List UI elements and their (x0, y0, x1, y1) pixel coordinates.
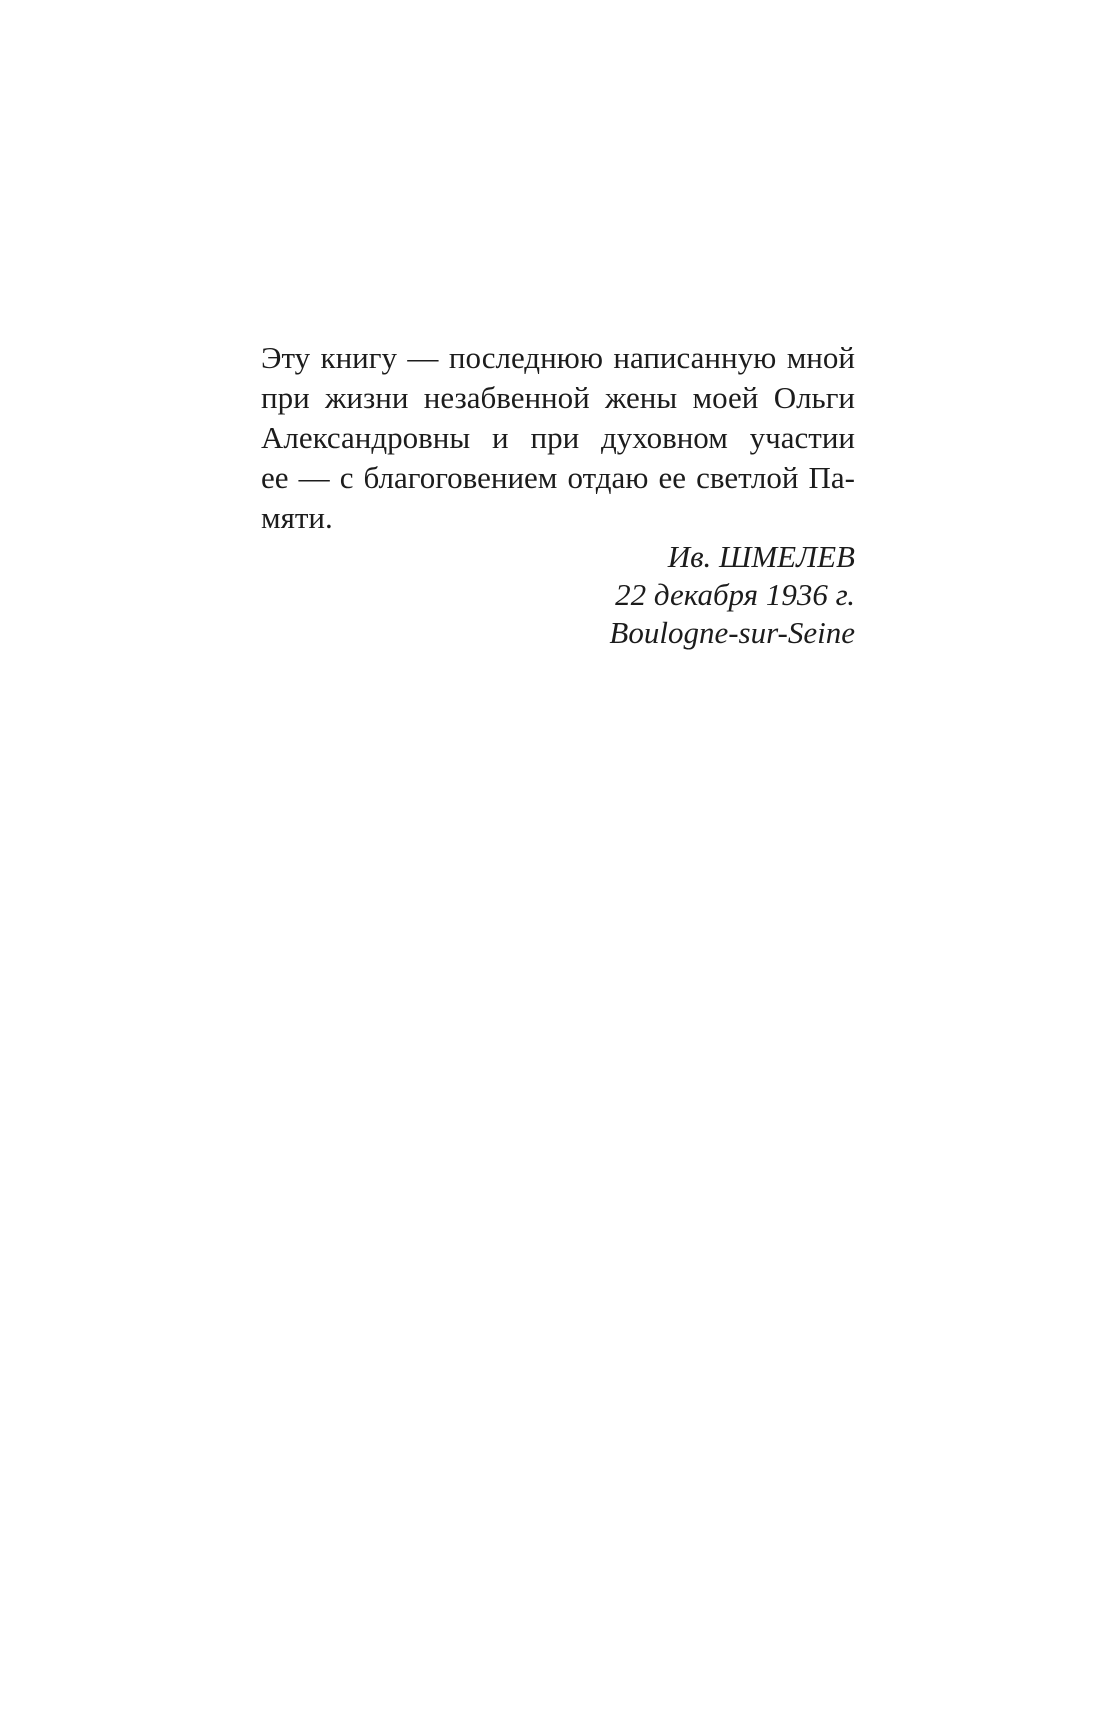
dedication-line: при жизни незабвенной жены моей Ольги (261, 380, 855, 415)
dedication-text (261, 338, 855, 538)
signature-date: 22 декабря 1936 г. (615, 577, 855, 612)
dedication-block (261, 338, 855, 652)
signature-place: Boulogne-sur-Seine (609, 615, 855, 650)
dedication-line: мяти. (261, 500, 333, 535)
signature-block (261, 538, 855, 652)
author-signature: Ив. ШМЕЛЕВ (667, 539, 855, 574)
dedication-line: Эту книгу — последнюю написанную мной (261, 340, 855, 375)
dedication-line: ее — с благоговением отдаю ее светлой Па- (261, 460, 855, 495)
dedication-line: Александровны и при духовном участии (261, 420, 855, 455)
